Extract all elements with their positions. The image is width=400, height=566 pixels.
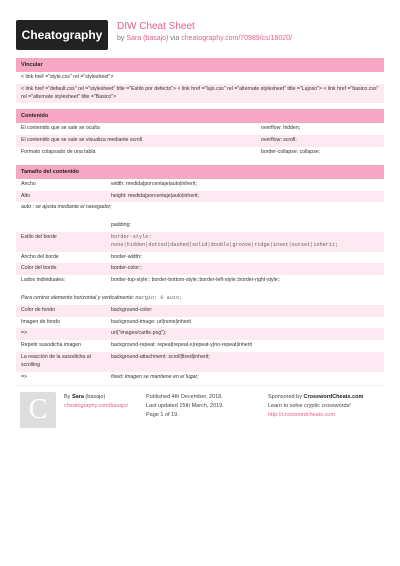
row-label: Lados individuales: (21, 277, 66, 284)
row-value: fixed: imagen se mantiene en el lugar; (111, 373, 199, 380)
sponsored-label: Sponsored by (268, 394, 302, 400)
page-footer (16, 385, 384, 446)
section-tamano (16, 165, 384, 214)
note-text: auto : se ajusta mediante el navegador; (21, 204, 112, 211)
table-row (16, 191, 384, 203)
row-label: Repetir susodicha imagen (21, 342, 81, 349)
table-row (16, 340, 384, 352)
table-row (16, 305, 384, 317)
row-value: border-width:; (111, 253, 143, 260)
row-value: overflow: scroll; (261, 137, 297, 144)
row-value: background-color: (111, 306, 153, 313)
row-value: border-top-style:; border-bottom-style:;border-left-style:;border-right-style:; (111, 277, 281, 284)
intro-row (16, 293, 384, 305)
row-value: border-style: none|hidden|dotted|dashed|solid|double|groove|ridge|inset|outset|inherit; (111, 233, 339, 248)
via-text: via (170, 35, 180, 42)
section-title: Contenido (16, 109, 384, 123)
row-label: La reacción de la susodicha al scrolling (21, 353, 91, 368)
vincular-row (16, 84, 384, 104)
table-row (16, 179, 384, 191)
row-value: width: medida|porcentaje|auto|inherit; (111, 180, 197, 187)
table-row (16, 372, 384, 384)
published-date: Published 4th December, 2018. (146, 394, 223, 400)
table-row (16, 232, 384, 252)
page-header (16, 20, 384, 54)
row-label: Formato colapsado de una tabla (21, 148, 96, 155)
byline (117, 35, 292, 42)
table-row (16, 275, 384, 287)
row-label: El contenido que se sale se oculta (21, 125, 100, 132)
row-value: background-repeat: repeat|repeat-x|repeat-y|no-repeat|inherit (111, 342, 252, 349)
table-row (16, 135, 384, 147)
section-borde (16, 220, 384, 287)
row-label: Color del borde (21, 265, 57, 272)
table-row (16, 263, 384, 275)
row-label: Color de fondo (21, 306, 56, 313)
row-label: => (21, 330, 28, 337)
section-contenido (16, 109, 384, 158)
page-number: Page 1 of 19. (146, 411, 179, 418)
page-title: DIW Cheat Sheet (117, 21, 195, 32)
cheatography-badge-icon: C (20, 392, 56, 428)
sponsor-tagline: Learn to solve cryptic crosswords! (268, 402, 351, 409)
table-row (16, 317, 384, 329)
row-value: padding: (111, 222, 131, 229)
footer-author-handle: (basajo) (85, 394, 106, 400)
section-vincular (16, 58, 384, 103)
row-value: background-attachment: scroll|fixed|inherit; (111, 353, 210, 360)
sponsor-link[interactable]: http://crosswordcheats.com (268, 411, 335, 418)
vincular-code: < link href ="default.css" rel ="stylesheet" title ="Estilo por defecto"> < link href ="lujo.css" rel ="alternate stylesheet" title ="Lujoso"> < link href ="basico.css" rel ="alternate stylesheet" title ="Basico"> (21, 85, 379, 100)
note-row (16, 202, 384, 214)
row-value: border-collapse: collapse; (261, 148, 321, 155)
row-label: El contenido que se sale se visualiza mediante scroll (21, 137, 143, 144)
footer-dates (146, 393, 224, 419)
section-title: Tamaño del contenido (16, 165, 384, 179)
row-value: border-color:; (111, 265, 142, 272)
row-value: url("images/cartle.png"); (111, 330, 167, 337)
updated-date: Last updated 15th March, 2019. (146, 402, 224, 409)
row-label: Estilo del borde (21, 233, 57, 240)
section-fondo (16, 293, 384, 383)
vincular-code: < link href ="style.css" rel ="stylesheet"> (21, 74, 114, 80)
footer-author-name[interactable]: Sara (71, 394, 84, 400)
row-value: overflow: hidden; (261, 125, 301, 132)
table-row (16, 252, 384, 264)
row-label: Imagen de fondo (21, 318, 60, 325)
sponsor-name[interactable]: CrosswordCheats.com (303, 394, 364, 400)
cheat-sheet-content (16, 58, 384, 389)
table-row (16, 123, 384, 135)
table-row (16, 328, 384, 340)
row-label: => (21, 373, 28, 380)
table-row (16, 352, 384, 372)
cheatography-logo[interactable]: Cheatography (16, 20, 108, 50)
row-label: Alto (21, 192, 30, 199)
by-label: By (64, 394, 71, 400)
vincular-row (16, 72, 384, 84)
section-title: Vincular (16, 58, 384, 72)
table-row (16, 147, 384, 159)
row-label: Ancho (21, 180, 36, 187)
row-label: Ancho del borde (21, 253, 59, 260)
row-label (21, 222, 111, 230)
row-value: background-image: url|none|inherit (111, 318, 191, 325)
footer-sponsor (268, 393, 363, 419)
row-value: height: medida|porcentaje|auto|inherit; (111, 192, 199, 199)
table-row (16, 220, 384, 232)
sheet-link[interactable]: cheatography.com/70989/cs/18020/ (181, 35, 293, 42)
by-text: by (117, 35, 125, 42)
intro-text: Para centrar elemento horizontal y verticalmente: (21, 294, 135, 301)
footer-author-link[interactable]: cheatography.com/basajo/ (64, 402, 129, 409)
author-link[interactable]: Sara (basajo) (126, 35, 169, 42)
intro-code: margin: 0 auto; (135, 294, 183, 301)
footer-author (64, 393, 128, 411)
